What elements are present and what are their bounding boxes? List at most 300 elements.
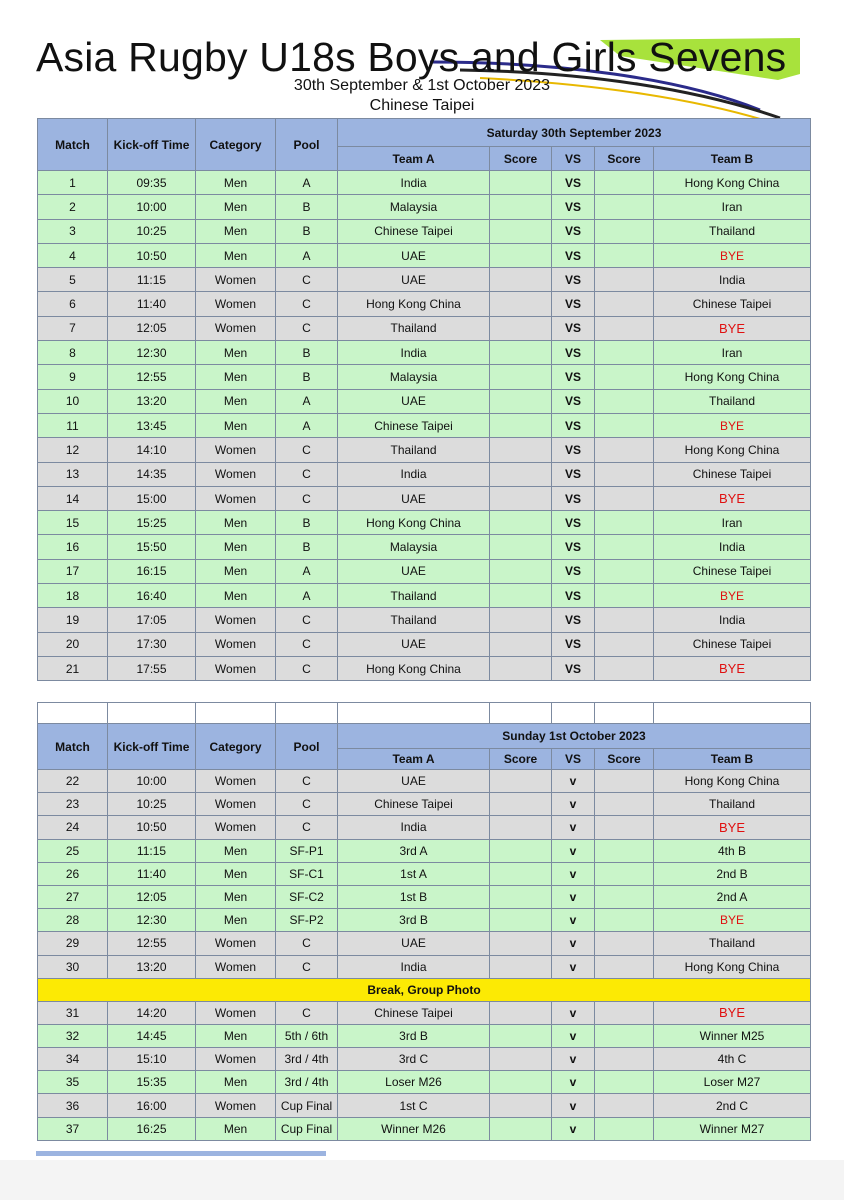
match-number: 7 (38, 316, 108, 340)
score-b (595, 584, 654, 608)
score-b (595, 438, 654, 462)
team-b: Chinese Taipei (654, 462, 811, 486)
match-number: 10 (38, 389, 108, 413)
team-a: Thailand (338, 584, 490, 608)
category: Women (196, 268, 276, 292)
match-number: 8 (38, 341, 108, 365)
match-number: 4 (38, 243, 108, 267)
col-pool-header: Pool (276, 119, 338, 171)
pool: C (276, 955, 338, 978)
category: Men (196, 389, 276, 413)
match-number: 22 (38, 770, 108, 793)
match-number: 9 (38, 365, 108, 389)
match-number: 35 (38, 1071, 108, 1094)
vs-label: v (552, 1024, 595, 1047)
score-b (595, 1048, 654, 1071)
category: Women (196, 955, 276, 978)
match-number: 21 (38, 656, 108, 680)
team-a: 3rd C (338, 1048, 490, 1071)
score-a (490, 1001, 552, 1024)
match-row (38, 219, 811, 243)
footer-accent-bar (36, 1151, 326, 1156)
vs-label: VS (552, 341, 595, 365)
match-row (38, 1094, 811, 1117)
match-row (38, 632, 811, 656)
score-b (595, 195, 654, 219)
vs-label: v (552, 909, 595, 932)
team-b: BYE (654, 413, 811, 437)
score-a (490, 511, 552, 535)
pool: SF-C1 (276, 862, 338, 885)
match-number: 6 (38, 292, 108, 316)
day2-header-row (38, 724, 811, 749)
score-b (595, 341, 654, 365)
pool: C (276, 316, 338, 340)
team-a: 1st A (338, 862, 490, 885)
score-b (595, 632, 654, 656)
team-a: India (338, 955, 490, 978)
team-a: UAE (338, 268, 490, 292)
score-b (595, 413, 654, 437)
pool: C (276, 462, 338, 486)
category: Men (196, 1117, 276, 1140)
category: Women (196, 656, 276, 680)
category: Women (196, 1048, 276, 1071)
match-row (38, 955, 811, 978)
score-b (595, 268, 654, 292)
match-row (38, 438, 811, 462)
kickoff-time: 12:55 (108, 932, 196, 955)
team-b: Winner M25 (654, 1024, 811, 1047)
score-a (490, 1071, 552, 1094)
kickoff-time: 14:45 (108, 1024, 196, 1047)
col-vs-header: VS (552, 147, 595, 171)
team-a: Malaysia (338, 535, 490, 559)
score-a (490, 316, 552, 340)
category: Men (196, 413, 276, 437)
team-a: UAE (338, 632, 490, 656)
score-a (490, 584, 552, 608)
score-a (490, 816, 552, 839)
score-a (490, 292, 552, 316)
score-b (595, 219, 654, 243)
kickoff-time: 16:00 (108, 1094, 196, 1117)
score-b (595, 793, 654, 816)
category: Women (196, 316, 276, 340)
match-row (38, 909, 811, 932)
vs-label: v (552, 1117, 595, 1140)
kickoff-time: 13:45 (108, 413, 196, 437)
team-b: Loser M27 (654, 1071, 811, 1094)
vs-label: VS (552, 438, 595, 462)
kickoff-time: 12:55 (108, 365, 196, 389)
event-location: Chinese Taipei (369, 97, 475, 114)
pool: SF-P1 (276, 839, 338, 862)
score-a (490, 243, 552, 267)
category: Women (196, 462, 276, 486)
match-row (38, 1024, 811, 1047)
team-b: Chinese Taipei (654, 632, 811, 656)
match-number: 27 (38, 885, 108, 908)
category: Men (196, 1024, 276, 1047)
match-row (38, 268, 811, 292)
col-match-header: Match (38, 119, 108, 171)
pool: B (276, 365, 338, 389)
team-a: India (338, 171, 490, 195)
score-a (490, 770, 552, 793)
kickoff-time: 15:35 (108, 1071, 196, 1094)
match-row (38, 932, 811, 955)
score-a (490, 413, 552, 437)
pool: Cup Final (276, 1117, 338, 1140)
kickoff-time: 15:25 (108, 511, 196, 535)
category: Women (196, 932, 276, 955)
spacer-row (38, 703, 811, 724)
match-number: 12 (38, 438, 108, 462)
col-match-header: Match (38, 724, 108, 770)
pool: C (276, 608, 338, 632)
kickoff-time: 10:50 (108, 243, 196, 267)
score-b (595, 932, 654, 955)
match-row (38, 316, 811, 340)
team-a: 3rd B (338, 1024, 490, 1047)
score-a (490, 389, 552, 413)
team-a: Thailand (338, 608, 490, 632)
vs-label: VS (552, 316, 595, 340)
score-a (490, 486, 552, 510)
pool: B (276, 195, 338, 219)
kickoff-time: 13:20 (108, 955, 196, 978)
vs-label: v (552, 862, 595, 885)
team-b: BYE (654, 486, 811, 510)
vs-label: VS (552, 219, 595, 243)
match-number: 5 (38, 268, 108, 292)
team-a: Hong Kong China (338, 656, 490, 680)
team-b: Iran (654, 341, 811, 365)
score-b (595, 885, 654, 908)
score-a (490, 171, 552, 195)
team-a: UAE (338, 486, 490, 510)
team-b: India (654, 608, 811, 632)
vs-label: v (552, 955, 595, 978)
score-b (595, 816, 654, 839)
score-a (490, 608, 552, 632)
match-row (38, 511, 811, 535)
team-b: BYE (654, 816, 811, 839)
col-score-a-header: Score (490, 749, 552, 770)
score-a (490, 219, 552, 243)
category: Women (196, 438, 276, 462)
score-a (490, 839, 552, 862)
page-title: Asia Rugby U18s Boys and Girls Sevens (36, 34, 787, 80)
vs-label: VS (552, 268, 595, 292)
category: Men (196, 862, 276, 885)
category: Men (196, 1071, 276, 1094)
match-number: 32 (38, 1024, 108, 1047)
vs-label: VS (552, 243, 595, 267)
match-row (38, 608, 811, 632)
kickoff-time: 10:25 (108, 219, 196, 243)
kickoff-time: 11:15 (108, 839, 196, 862)
col-category-header: Category (196, 724, 276, 770)
score-b (595, 1071, 654, 1094)
category: Men (196, 885, 276, 908)
pool: B (276, 535, 338, 559)
category: Men (196, 511, 276, 535)
pool: C (276, 932, 338, 955)
event-dates: 30th September & 1st October 2023 (293, 77, 551, 94)
kickoff-time: 16:40 (108, 584, 196, 608)
kickoff-time: 15:10 (108, 1048, 196, 1071)
vs-label: v (552, 1048, 595, 1071)
team-b: BYE (654, 316, 811, 340)
score-b (595, 656, 654, 680)
vs-label: v (552, 885, 595, 908)
pool: 3rd / 4th (276, 1048, 338, 1071)
vs-label: VS (552, 584, 595, 608)
kickoff-time: 11:40 (108, 862, 196, 885)
team-a: Thailand (338, 316, 490, 340)
col-team-b-header: Team B (654, 147, 811, 171)
vs-label: v (552, 839, 595, 862)
team-b: Hong Kong China (654, 438, 811, 462)
team-b: Chinese Taipei (654, 559, 811, 583)
kickoff-time: 17:30 (108, 632, 196, 656)
match-row (38, 816, 811, 839)
match-number: 30 (38, 955, 108, 978)
vs-label: VS (552, 559, 595, 583)
vs-label: VS (552, 535, 595, 559)
team-b: Hong Kong China (654, 955, 811, 978)
kickoff-time: 14:35 (108, 462, 196, 486)
kickoff-time: 12:30 (108, 341, 196, 365)
pool: B (276, 511, 338, 535)
score-b (595, 316, 654, 340)
match-number: 3 (38, 219, 108, 243)
pool: C (276, 438, 338, 462)
col-team-a-header: Team A (338, 749, 490, 770)
match-row (38, 195, 811, 219)
match-number: 1 (38, 171, 108, 195)
team-b: Thailand (654, 389, 811, 413)
vs-label: VS (552, 171, 595, 195)
kickoff-time: 14:20 (108, 1001, 196, 1024)
pool: C (276, 292, 338, 316)
match-row (38, 1117, 811, 1140)
break-row (38, 978, 811, 1001)
team-b: BYE (654, 909, 811, 932)
col-pool-header: Pool (276, 724, 338, 770)
sunday-schedule-table (37, 702, 811, 1141)
vs-label: VS (552, 511, 595, 535)
team-b: 2nd B (654, 862, 811, 885)
score-a (490, 268, 552, 292)
team-a: 1st B (338, 885, 490, 908)
score-a (490, 535, 552, 559)
pool: B (276, 341, 338, 365)
team-b: BYE (654, 584, 811, 608)
match-number: 26 (38, 862, 108, 885)
pool: A (276, 584, 338, 608)
team-b: Winner M27 (654, 1117, 811, 1140)
match-number: 2 (38, 195, 108, 219)
team-a: Hong Kong China (338, 292, 490, 316)
col-kickoff-header: Kick-off Time (108, 119, 196, 171)
score-b (595, 365, 654, 389)
vs-label: VS (552, 389, 595, 413)
team-a: Chinese Taipei (338, 1001, 490, 1024)
vs-label: v (552, 932, 595, 955)
category: Men (196, 584, 276, 608)
vs-label: v (552, 1001, 595, 1024)
pool: A (276, 413, 338, 437)
team-a: UAE (338, 389, 490, 413)
match-number: 11 (38, 413, 108, 437)
score-a (490, 1024, 552, 1047)
saturday-schedule-table (37, 118, 811, 681)
vs-label: VS (552, 608, 595, 632)
team-b: India (654, 268, 811, 292)
team-b: Hong Kong China (654, 365, 811, 389)
vs-label: VS (552, 486, 595, 510)
match-number: 29 (38, 932, 108, 955)
category: Women (196, 1094, 276, 1117)
col-category-header: Category (196, 119, 276, 171)
team-a: Malaysia (338, 365, 490, 389)
match-number: 18 (38, 584, 108, 608)
team-a: Winner M26 (338, 1117, 490, 1140)
score-a (490, 632, 552, 656)
category: Men (196, 243, 276, 267)
score-b (595, 955, 654, 978)
category: Men (196, 341, 276, 365)
match-number: 24 (38, 816, 108, 839)
match-row (38, 862, 811, 885)
vs-label: v (552, 1071, 595, 1094)
match-row (38, 584, 811, 608)
kickoff-time: 16:15 (108, 559, 196, 583)
category: Men (196, 839, 276, 862)
kickoff-time: 17:55 (108, 656, 196, 680)
match-number: 36 (38, 1094, 108, 1117)
score-a (490, 885, 552, 908)
category: Women (196, 816, 276, 839)
match-row (38, 243, 811, 267)
team-b: 4th C (654, 1048, 811, 1071)
category: Women (196, 1001, 276, 1024)
team-b: 2nd C (654, 1094, 811, 1117)
pool: C (276, 1001, 338, 1024)
match-row (38, 462, 811, 486)
match-number: 37 (38, 1117, 108, 1140)
vs-label: VS (552, 195, 595, 219)
score-b (595, 1001, 654, 1024)
score-b (595, 292, 654, 316)
category: Women (196, 793, 276, 816)
pool: A (276, 559, 338, 583)
col-team-b-header: Team B (654, 749, 811, 770)
score-a (490, 195, 552, 219)
score-b (595, 1024, 654, 1047)
category: Women (196, 486, 276, 510)
day1-date-header: Saturday 30th September 2023 (338, 119, 811, 147)
category: Men (196, 559, 276, 583)
team-a: Hong Kong China (338, 511, 490, 535)
pool: C (276, 816, 338, 839)
team-a: UAE (338, 932, 490, 955)
team-a: Thailand (338, 438, 490, 462)
score-a (490, 559, 552, 583)
col-kickoff-header: Kick-off Time (108, 724, 196, 770)
match-row (38, 1048, 811, 1071)
match-row (38, 365, 811, 389)
score-a (490, 932, 552, 955)
team-b: Thailand (654, 793, 811, 816)
pool: A (276, 389, 338, 413)
kickoff-time: 10:25 (108, 793, 196, 816)
pool: C (276, 656, 338, 680)
match-number: 17 (38, 559, 108, 583)
vs-label: v (552, 1094, 595, 1117)
match-number: 28 (38, 909, 108, 932)
pool: C (276, 268, 338, 292)
team-a: Malaysia (338, 195, 490, 219)
team-b: Thailand (654, 932, 811, 955)
score-a (490, 1117, 552, 1140)
team-a: India (338, 462, 490, 486)
pool: 5th / 6th (276, 1024, 338, 1047)
team-a: 3rd A (338, 839, 490, 862)
score-a (490, 955, 552, 978)
category: Men (196, 909, 276, 932)
match-row (38, 389, 811, 413)
match-row (38, 793, 811, 816)
match-row (38, 292, 811, 316)
break-label: Break, Group Photo (38, 978, 811, 1001)
vs-label: VS (552, 292, 595, 316)
score-b (595, 909, 654, 932)
kickoff-time: 16:25 (108, 1117, 196, 1140)
match-number: 25 (38, 839, 108, 862)
kickoff-time: 11:40 (108, 292, 196, 316)
team-b: Iran (654, 511, 811, 535)
match-row (38, 413, 811, 437)
pool: B (276, 219, 338, 243)
team-a: UAE (338, 559, 490, 583)
kickoff-time: 09:35 (108, 171, 196, 195)
kickoff-time: 12:30 (108, 909, 196, 932)
match-number: 16 (38, 535, 108, 559)
kickoff-time: 14:10 (108, 438, 196, 462)
score-b (595, 389, 654, 413)
match-row (38, 1001, 811, 1024)
vs-label: VS (552, 462, 595, 486)
col-vs-header: VS (552, 749, 595, 770)
category: Women (196, 632, 276, 656)
score-a (490, 462, 552, 486)
vs-label: VS (552, 413, 595, 437)
kickoff-time: 17:05 (108, 608, 196, 632)
match-number: 23 (38, 793, 108, 816)
category: Men (196, 365, 276, 389)
team-a: 1st C (338, 1094, 490, 1117)
team-a: India (338, 341, 490, 365)
match-number: 31 (38, 1001, 108, 1024)
score-a (490, 438, 552, 462)
team-b: Hong Kong China (654, 770, 811, 793)
pool: Cup Final (276, 1094, 338, 1117)
score-a (490, 909, 552, 932)
